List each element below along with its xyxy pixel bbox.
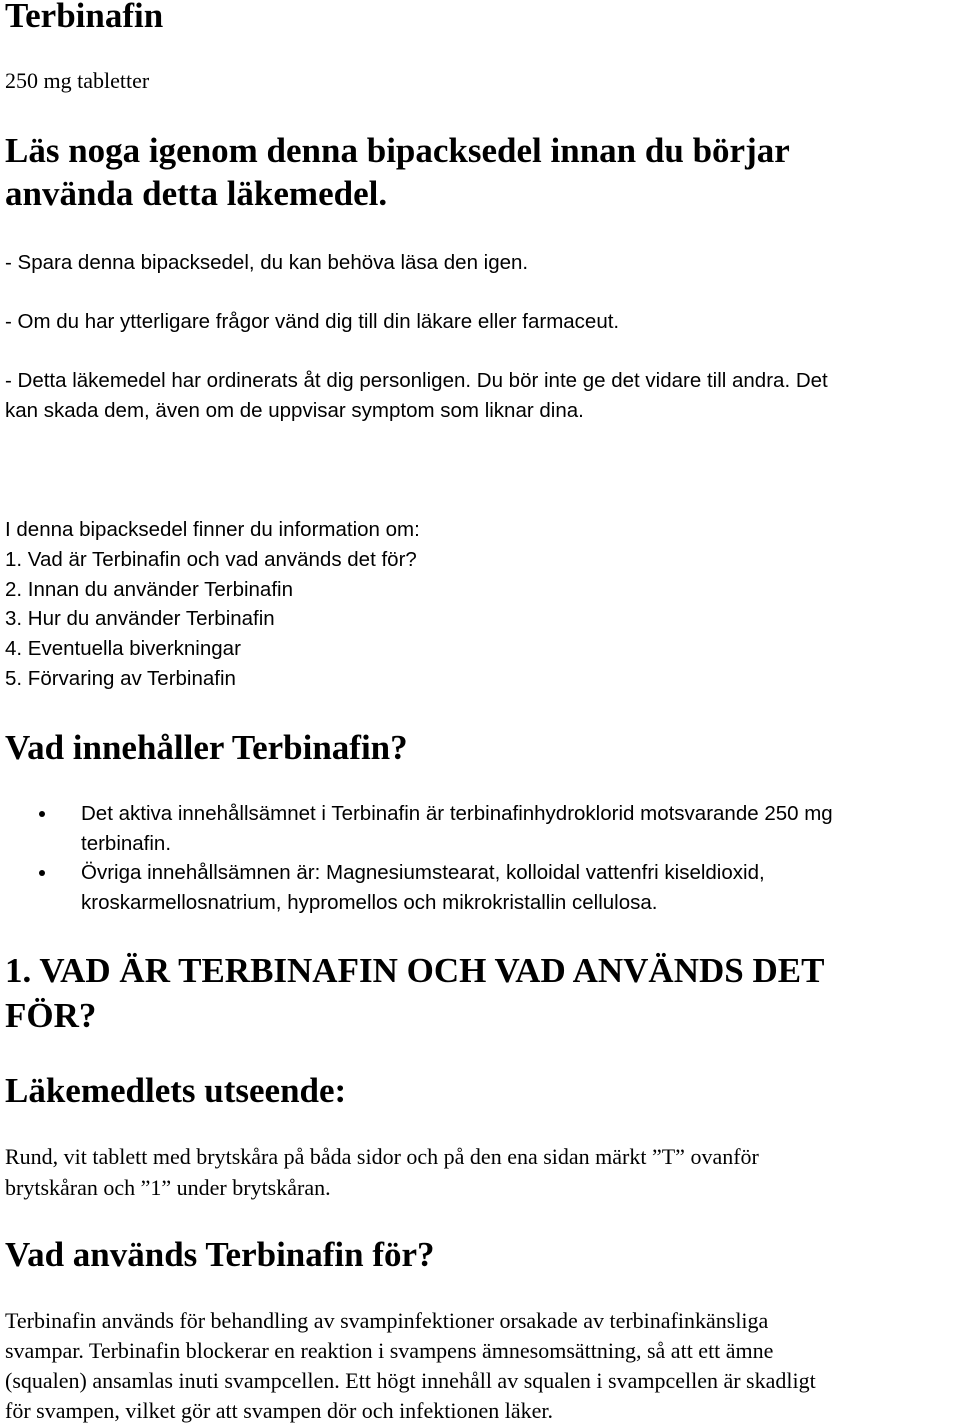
usage-text-line-3: (squalen) ansamlas inuti svampcellen. Ett högt innehåll av squalen i svampcellen är skadligt (5, 1368, 816, 1393)
usage-text-line-4: för svampen, vilket gör att svampen dör och infektionen läker. (5, 1398, 554, 1423)
toc-intro: I denna bipacksedel finner du information om: (5, 518, 420, 541)
bullet-icon (39, 870, 45, 876)
appearance-heading: Läkemedlets utseende: (5, 1071, 347, 1110)
bullet-text-line-1: Övriga innehållsämnen är: Magnesiumstearat, kolloidal vattenfri kiseldioxid, (81, 861, 765, 884)
section-1-heading-line-1: 1. VAD ÄR TERBINAFIN OCH VAD ANVÄNDS DET (5, 951, 825, 990)
usage-text-line-1: Terbinafin används för behandling av svampinfektioner orsakade av terbinafinkänsliga (5, 1308, 769, 1333)
appearance-text-line-1: Rund, vit tablett med brytskåra på båda sidor och på den ena sidan märkt ”T” ovanför (5, 1144, 759, 1169)
toc-item: 2. Innan du använder Terbinafin (5, 578, 293, 601)
bullet-text-line-2: terbinafin. (81, 832, 172, 855)
contents-heading: Vad innehåller Terbinafin? (5, 728, 408, 767)
document-title: Terbinafin (5, 0, 164, 35)
warning-heading-line-1: Läs noga igenom denna bipacksedel innan du börjar (5, 131, 790, 170)
bullet-icon (39, 811, 45, 817)
warning-questions: - Om du har ytterligare frågor vänd dig till din läkare eller farmaceut. (5, 310, 620, 333)
usage-text-line-2: svampar. Terbinafin blockerar en reaktion i svampens ämnesomsättning, så att ett ämne (5, 1338, 774, 1363)
section-1-heading-line-2: FÖR? (5, 996, 97, 1035)
document-subtitle: 250 mg tabletter (5, 68, 150, 93)
bullet-text-line-1: Det aktiva innehållsämnet i Terbinafin är terbinafinhydroklorid motsvarande 250 mg (81, 802, 833, 825)
warning-personal-line-1: - Detta läkemedel har ordinerats åt dig personligen. Du bör inte ge det vidare till andra. Det (5, 369, 828, 392)
toc-item: 1. Vad är Terbinafin och vad används det för? (5, 548, 417, 571)
toc-item: 3. Hur du använder Terbinafin (5, 607, 275, 630)
toc-item: 4. Eventuella biverkningar (5, 637, 241, 660)
usage-heading: Vad används Terbinafin för? (5, 1235, 435, 1274)
warning-heading-line-2: använda detta läkemedel. (5, 174, 388, 213)
toc-item: 5. Förvaring av Terbinafin (5, 667, 236, 690)
warning-personal-line-2: kan skada dem, även om de uppvisar symptom som liknar dina. (5, 399, 584, 422)
appearance-text-line-2: brytskåran och ”1” under brytskåran. (5, 1175, 331, 1200)
bullet-text-line-2: kroskarmellosnatrium, hypromellos och mikrokristallin cellulosa. (81, 891, 658, 914)
warning-save: - Spara denna bipacksedel, du kan behöva läsa den igen. (5, 251, 529, 274)
